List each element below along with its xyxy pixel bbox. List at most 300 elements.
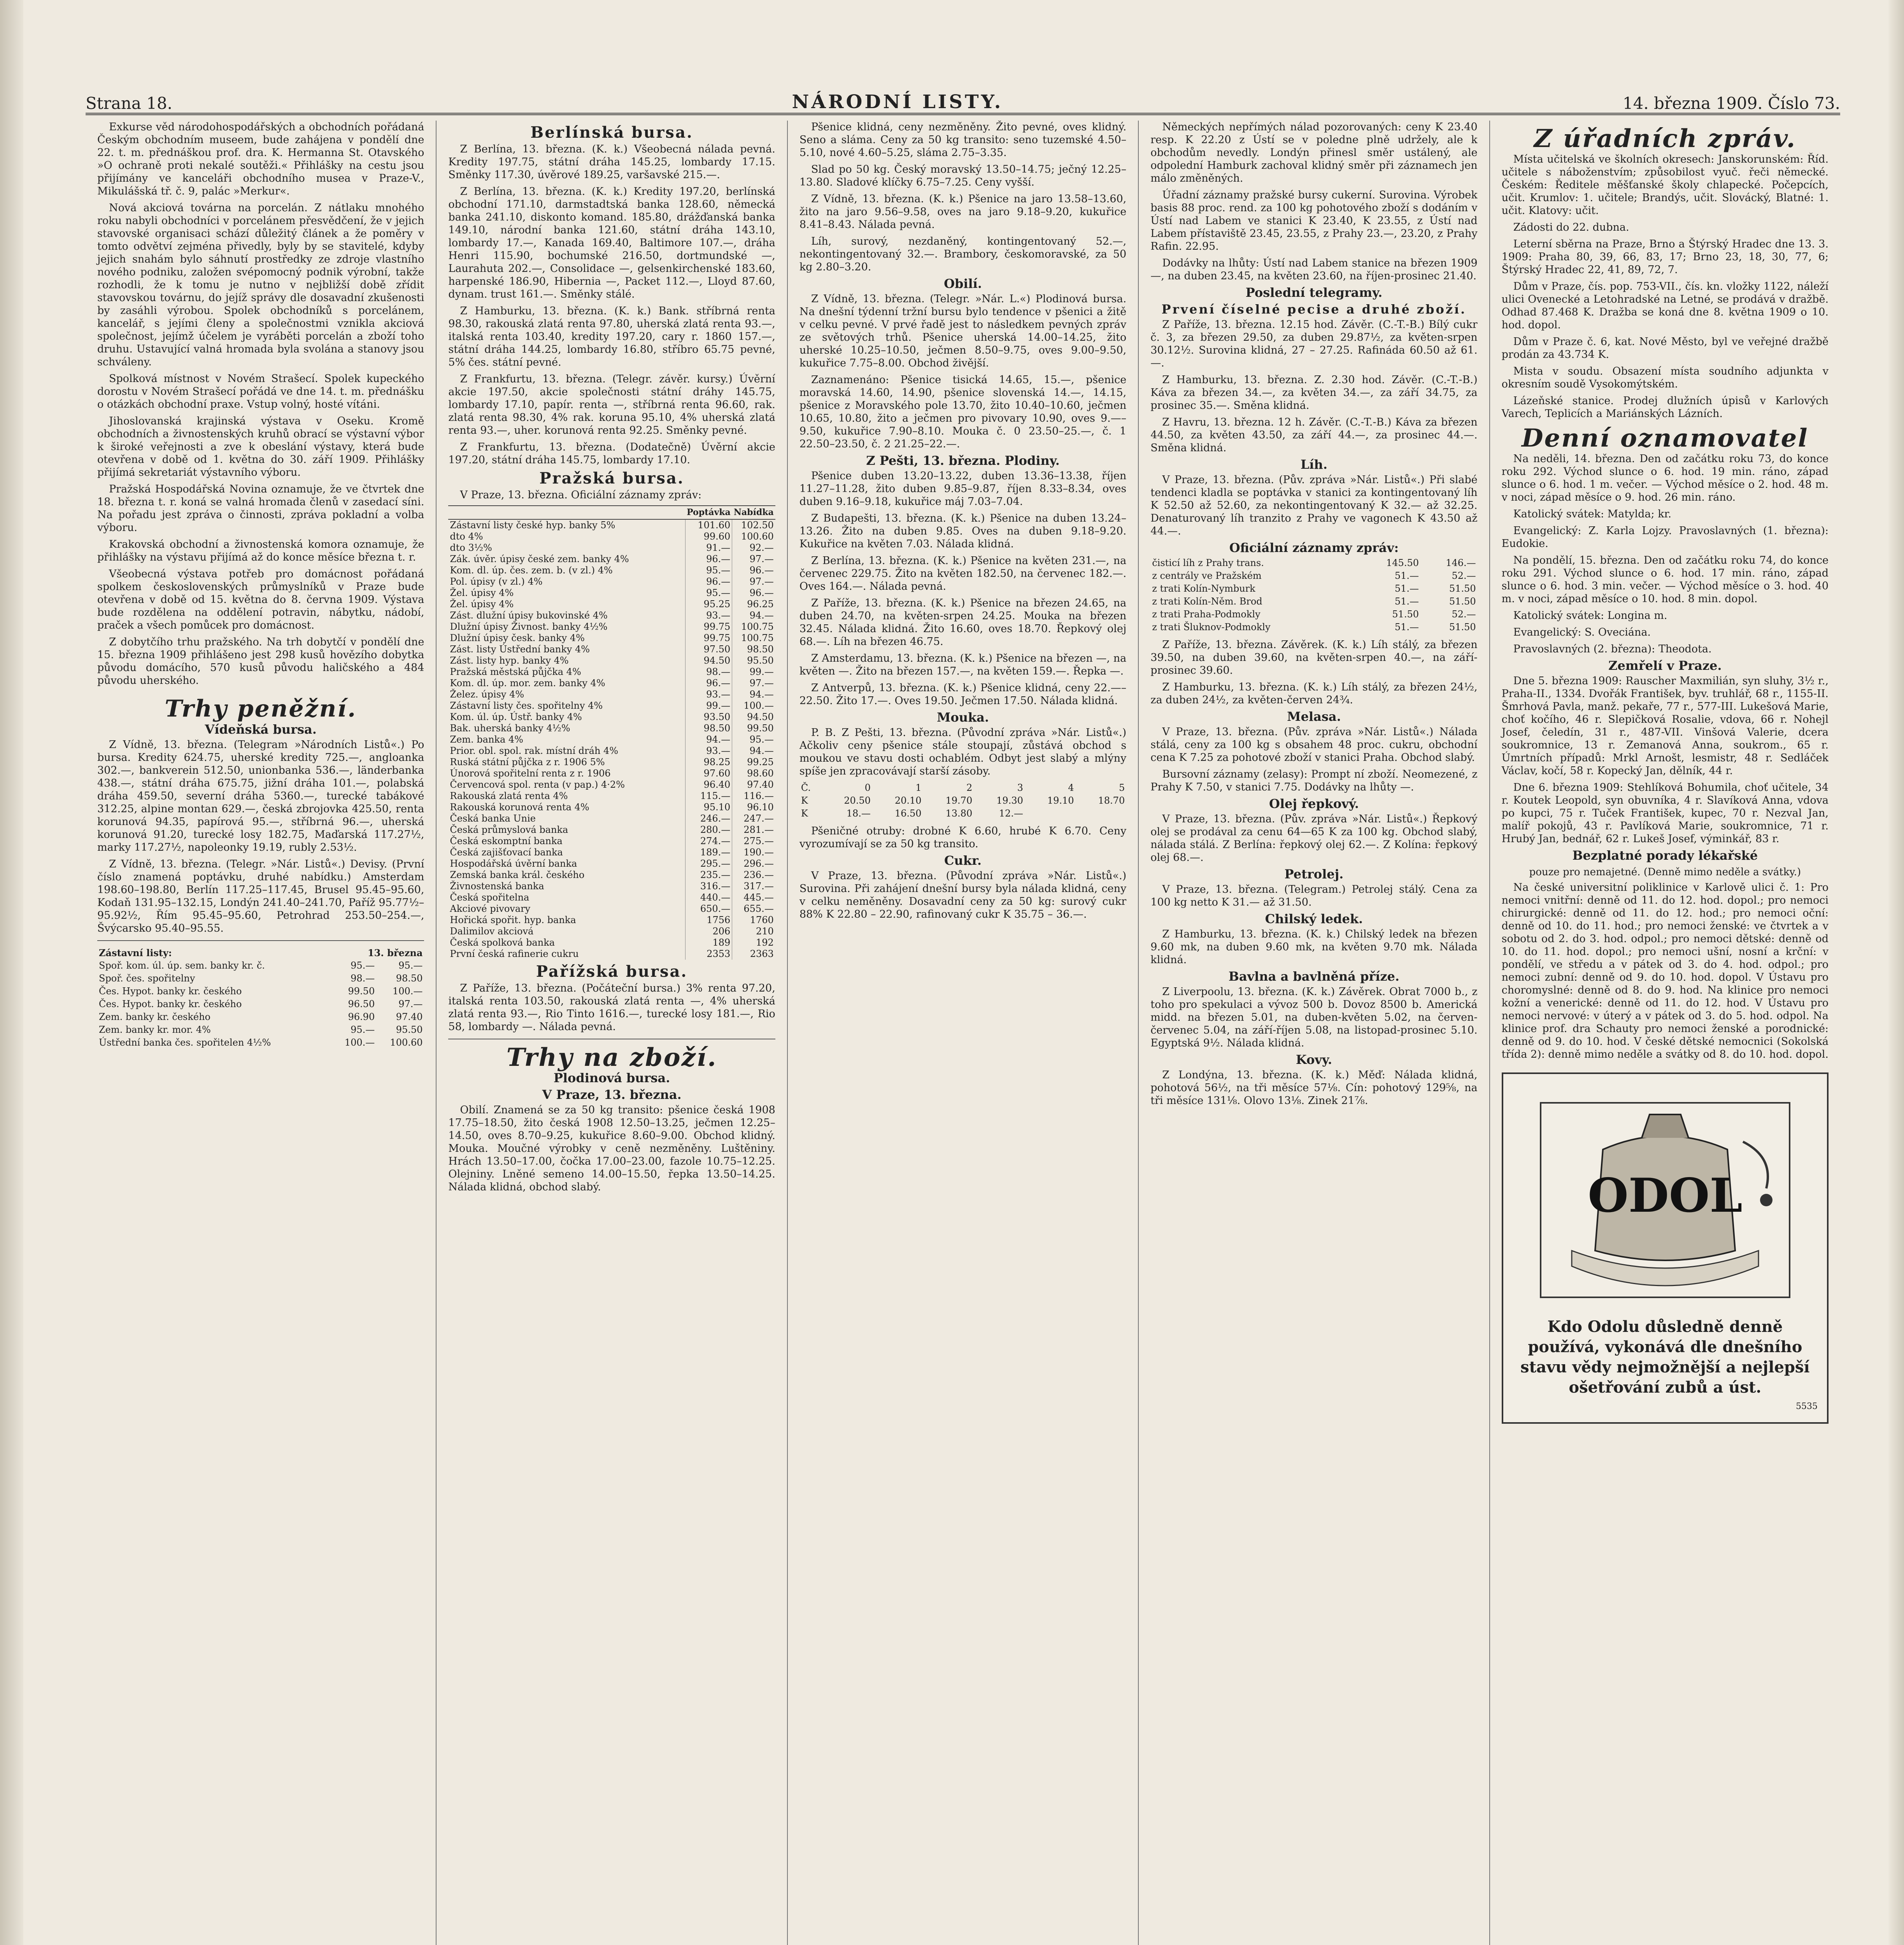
article: Dům v Praze, čís. pop. 753-VII., čís. kn. vložky 1122, náleží ulici Ovenecké a Letohradské na Letné, se prodává v dražbě. Odhad 87.468 K. Dražba se koná dne 8. května 1909 o 10. hod. dopol. <box>1501 280 1829 331</box>
table-row <box>448 599 775 610</box>
table-cell: 18.70 <box>1098 795 1125 806</box>
row-label: Dlužní úpisy česk. banky 4% <box>450 633 585 643</box>
row-value: 95.— <box>351 960 375 971</box>
article: Krakovská obchodní a živnostenská komora oznamuje, že přihlášky na výstavu přijímá až do konce měsíce března t. r. <box>97 538 424 563</box>
row-label: z centrály ve Pražském <box>1152 570 1262 581</box>
table-cell: Č. <box>801 782 811 793</box>
table-row <box>448 948 775 960</box>
row-value: 236.— <box>732 869 775 881</box>
row-value: 51.— <box>1394 596 1419 607</box>
row-value: 274.— <box>685 836 732 847</box>
table-row <box>448 926 775 937</box>
page-edge-right <box>1888 0 1904 1945</box>
row-value: 95.25 <box>685 599 732 610</box>
table-cell: 19.10 <box>1047 795 1074 806</box>
article: Slad po 50 kg. Český moravský 13.50–14.75; ječný 12.25–13.80. Sladové klíčky 6.75–7.25. Ceny vyšší. <box>799 163 1127 188</box>
article: Spolková místnost v Novém Strašecí. Spolek kupeckého dorostu v Novém Strašecí pořádá ve dne 14. t. m. přednášku o otázkách obchodní praxe. Vstup volný, hosté vítáni. <box>97 373 424 410</box>
subsection-subtitle: pouze pro nemajetné. (Denně mimo neděle a svátky.) <box>1529 866 1801 878</box>
table-row <box>448 768 775 779</box>
odol-brand-text: ODOL <box>1588 1168 1743 1223</box>
article: Úřadní záznamy pražské bursy cukerní. Surovina. Výrobek basis 88 proc. rend. za 100 kg pohotového zboží s dodáním v Ústí nad Labem ve stanici K 23.40, K 23.55, z Ústí nad Labem přístaviště 23.45, 23.55, z Prahy 23.—, 23.20, z Prahy Rafin. 22.95. <box>1150 189 1478 252</box>
column-header: Poptávka <box>685 506 732 519</box>
table-row <box>97 1023 424 1036</box>
table-row <box>448 655 775 666</box>
table-row <box>448 790 775 802</box>
row-value: 317.— <box>732 881 775 892</box>
row-label: Česká průmyslová banka <box>450 824 568 835</box>
row-value: 51.50 <box>1449 596 1476 607</box>
article: Katolický svátek: Longina m. <box>1513 610 1667 622</box>
article: Dne 6. března 1909: Stehlíková Bohumila, choť učitele, 34 r. Koutek Leopold, syn obuvníka, 4 r. Slavíková Anna, vdova po kupci, 75 r. Tuček František, kupec, 70 r. Nezval Jan, malíř pokojů, 43 r. Pavlíková Marie, soukromnice, 71 r. Hrubý Jan, bednář, 62 r. Lukeš Josef, výminkář, 83 r. <box>1501 782 1829 845</box>
row-value: 445.— <box>732 892 775 903</box>
row-label: Česká eskomptní banka <box>450 836 563 846</box>
table-row <box>448 745 775 757</box>
table-row <box>448 633 775 644</box>
subsection-title: Olej řepkový. <box>1269 796 1359 811</box>
row-value: 96.— <box>685 678 732 689</box>
row-value: 96.— <box>685 554 732 565</box>
article: Z Vídně, 13. března. (K. k.) Pšenice na jaro 13.58–13.60, žito na jaro 9.56–9.58, oves na jaro 9.18–9.20, kukuřice 8.41–8.43. Nálada pevná. <box>799 193 1127 231</box>
row-value: 295.— <box>685 858 732 869</box>
row-label: z trati Šluknov-Podmokly <box>1152 622 1271 633</box>
row-label: Rakouská korunová renta 4% <box>450 802 589 813</box>
article: Z Londýna, 13. března. (K. k.) Měď: Nálada klidná, pohotová 56½, na tři měsíce 57⅛. Cín: pohotový 129⅝, na tři měsíce 131⅛. Olovo 13⅛. Zinek 21⅞. <box>1150 1069 1478 1107</box>
row-value: 99.— <box>685 700 732 711</box>
row-value: 95.— <box>732 734 775 745</box>
subsection-title: Chilský ledek. <box>1265 911 1363 926</box>
table-row <box>1150 595 1477 608</box>
row-value: 192 <box>732 937 775 948</box>
article: Z Berlína, 13. března. (K. k.) Pšenice na květen 231.—, na červenec 229.75. Žito na květen 182.50, na červenec 182.—. Oves 164.—. Nálada pevná. <box>799 555 1127 592</box>
table-title: Oficiální záznamy zpráv: <box>1229 540 1399 555</box>
column-header <box>448 506 685 519</box>
row-label: Zem. banky kr. mor. 4% <box>99 1024 211 1035</box>
article: Z Hamburku, 13. března. (K. k.) Chilský ledek na březen 9.60 mk, na duben 9.60 mk, na květen 9.70 mk. Nálada klidná. <box>1150 928 1478 966</box>
article: V Praze, 13. března. (Původní zpráva »Nár. Listů«.) Surovina. Při zahájení dnešní bursy byla nálada klidná, ceny v celku neměněny. Dosavadní ceny za 50 kg: surový cukr 88% K 22.80 – 22.90, rafinovaný cukr K 35.75 – 36.—. <box>799 870 1127 920</box>
row-value: 96.50 <box>348 999 375 1009</box>
table-cell: 19.70 <box>945 795 973 806</box>
table-cell: 2 <box>966 782 973 793</box>
row-value: 51.— <box>1394 570 1419 581</box>
row-label: První česká rafinerie cukru <box>450 948 579 959</box>
row-value: 99.25 <box>732 757 775 768</box>
article: Bursovní záznamy (zelasy): Prompt ní zboží. Neomezené, z Prahy K 7.50, v stanici 7.75. Dodávky na lhůty —. <box>1150 768 1478 793</box>
article: V Praze, 13. března. (Telegram.) Petrolej stálý. Cena za 100 kg netto K 31.— až 31.50. <box>1150 883 1478 908</box>
row-label: Spoř. kom. úl. úp. sem. banky kr. č. <box>99 960 265 971</box>
subsection-title: Poslední telegramy. <box>1245 285 1383 300</box>
row-label: Žel. úpisy 4% <box>450 587 514 598</box>
table-row <box>448 678 775 689</box>
subsection-title: Bavlna a bavlněná příze. <box>1228 969 1400 984</box>
table-row <box>448 892 775 903</box>
row-label: Zástavní listy čes. spořitelny 4% <box>450 700 603 711</box>
column-2 <box>437 121 787 1945</box>
article: Líh, surový, nezdaněný, kontingentovaný 52.—, nekontingentovaný 32.—. Brambory, českomoravské, za 50 kg 2.80–3.20. <box>799 235 1127 273</box>
row-label: Pražská městská půjčka 4% <box>450 666 581 677</box>
article: Místa učitelská ve školních okresech: Janskorunském: Říd. učitele s náboženstvím; způsobilost vyuč. řeči německé. Českém: Ředitele měšťanské školy chlapecké. Počepcích, učit. Krumlov: 1. učitele; Brandýs, učit. Slovácký, Blatné: 1. učit. Klatovy: učit. <box>1501 153 1829 217</box>
row-label: Dlužní úpisy Živnost. banky 4½% <box>450 621 608 632</box>
table-row <box>97 985 424 998</box>
table-row <box>448 576 775 587</box>
row-value: 98.25 <box>685 757 732 768</box>
row-value: 97.40 <box>396 1011 423 1022</box>
row-value: 96.40 <box>685 779 732 790</box>
row-label: Živnostenská banka <box>450 881 544 892</box>
table-row <box>448 813 775 824</box>
row-value: 1760 <box>732 915 775 926</box>
row-value: 440.— <box>685 892 732 903</box>
row-value: 51.— <box>1394 622 1419 633</box>
table-cell: 4 <box>1068 782 1074 793</box>
article: Z Berlína, 13. března. (K. k.) Kredity 197.20, berlínská obchodní 171.10, darmstadtská banka 128.60, německá banka 241.10, diskonto komand. 185.80, drážďanská banka 149.10, národní banka 121.60, státní dráha 143.10, lombardy 17.—, Kanada 169.40, Baltimore 107.—, dráha Henri 115.90, bochumské 216.50, dortmundské —, Laurahuta 202.—, Consolidace —, gelsenkirchenské 183.60, harpenské 186.90, Hibernia —, Packet 112.—, Lloyd 87.60, dynam. trust 161.—. Směnky stálé. <box>448 186 775 300</box>
article: Z Paříže, 13. března. (Počáteční bursa.) 3% renta 97.20, italská renta 103.50, rakouská zlatá renta —, 4% uherská zlatá renta 93.—, Rio Tinto 1616.—, turecké losy 181.—, Rio 58, lombardy —. Nálada pevná. <box>448 982 775 1033</box>
row-value: 96.— <box>685 576 732 587</box>
table-row <box>448 666 775 678</box>
row-value: 97.— <box>732 554 775 565</box>
table-row <box>97 959 424 972</box>
row-value: 98.50 <box>732 644 775 655</box>
table-cell: 19.30 <box>996 795 1023 806</box>
article: Dne 5. března 1909: Rauscher Maxmilián, syn sluhy, 3½ r., Praha-II., 1334. Dvořák František, byv. truhlář, 68 r., 1155-II. Šmrhová Pavla, manž. pekaře, 77 r., 577-III. Lukešová Marie, choť kočího, 46 r. Slepičková Rosalie, vdova, 66 r. Nohejl Josef, čeledín, 31 r., 487-VII. Vinšová Valerie, dcera soukromnice, 13 r. Zemanová Anna, soukrom., 65 r. Úmrtních případů: Mrkl Arnošt, lesmistr, 48 r. Sedláček Václav, kočí, 58 r. Kopecký Jan, dělník, 44 r. <box>1501 675 1829 777</box>
row-value: 97.— <box>732 678 775 689</box>
subsection-title: Cukr. <box>944 853 982 868</box>
row-value: 316.— <box>685 881 732 892</box>
row-value: 2353 <box>685 948 732 960</box>
spirit-table <box>1150 557 1477 634</box>
article: Katolický svátek: Matylda; kr. <box>1513 508 1672 520</box>
article: Z Paříže, 13. března. Závěrek. (K. k.) Líh stálý, za březen 39.50, na duben 39.60, na květen-srpen 40.—, na září-prosinec 39.60. <box>1150 639 1478 676</box>
row-value: 51.50 <box>1392 609 1419 620</box>
issue-date: 14. března 1909. Číslo 73. <box>1622 94 1840 113</box>
row-value: 96.— <box>732 565 775 576</box>
row-value: 98.60 <box>732 768 775 779</box>
article: Všeobecná výstava potřeb pro domácnost pořádaná spolkem československých průmyslníků v Praze bude otevřena v době od 15. května do 8. června 1909. Výstava bude rozdělena na oddělení potravin, nábytku, nádobí, praček a všech pomůcek pro domácnost. <box>97 568 424 631</box>
row-label: Hospodářská úvěrní banka <box>450 858 577 869</box>
article: P. B. Z Pešti, 13. března. (Původní zpráva »Nár. Listů«.) Ačkoliv ceny pšenice stále stoupají, zůstává obchod s moukou ve stavu dosti ochablém. Odbyt jest slabý a mlýny spíše jen zpracovávají starší zásoby. <box>799 727 1127 777</box>
row-label: Ruská státní půjčka z r. 1906 5% <box>450 757 605 767</box>
page-header <box>86 85 1840 115</box>
flour-price-table <box>799 782 1126 820</box>
page-number: Strana 18. <box>86 94 173 113</box>
row-value: 650.— <box>685 903 732 915</box>
table-cell: 13.80 <box>945 808 973 819</box>
article: Z Vídně, 13. března. (Telegr. »Nár. Listů«.) Devisy. (První číslo znamená poptávku, druhé nabídku.) Amsterdam 198.60–198.80, Berlín 117.25–117.45, Brusel 95.45–95.60, Kodaň 131.95–132.15, Londýn 241.40–241.70, Paříž 95.77½–95.92½, Řím 95.45–95.60, Petrohrad 253.50–254.—, Švýcarsko 95.40–95.55. <box>97 858 424 934</box>
row-value: 100.60 <box>390 1037 423 1048</box>
row-label: Čes. Hypot. banky kr. českého <box>99 986 242 997</box>
article: Z Hamburku, 13. března. (K. k.) Bank. stříbrná renta 98.30, rakouská zlatá renta 97.80, uherská zlatá renta 93.—, italská renta 103.40, kredity 197.20, cary r. 1860 157.—, státní dráha 144.25, lombardy 16.80, stříbro 65.75 pevné, 5% čes. státní pevné. <box>448 305 775 368</box>
subsection-subtitle: Prvení číselné pecise a druhé zboží. <box>1161 302 1467 317</box>
article: V Praze, 13. března. Oficiální záznamy zpráv: <box>460 489 702 501</box>
article: Mista v soudu. Obsazení místa soudního adjunkta v okresním soudě Vysokomýtském. <box>1501 365 1829 390</box>
column-3 <box>788 121 1139 1945</box>
table-row <box>448 519 775 531</box>
article: Z Berlína, 13. března. (K. k.) Všeobecná nálada pevná. Kredity 197.75, státní dráha 145.25, lombardy 17.15. Směnky 117.30, úvěrové 189.25, varšavské 215.—. <box>448 143 775 181</box>
table-cell: 5 <box>1119 782 1125 793</box>
table-cell: 16.50 <box>894 808 922 819</box>
row-value: 95.— <box>351 1024 375 1035</box>
article: Evangelický: S. Oveciána. <box>1513 626 1651 638</box>
table-row <box>448 903 775 915</box>
section-title-prague-bourse: Pražská bursa. <box>539 469 684 487</box>
row-label: Ústřední banka čes. spořitelen 4½% <box>99 1037 271 1048</box>
table-cell: 0 <box>864 782 871 793</box>
article: V Praze, 13. března. (Pův. zpráva »Nár. Listů«.) Řepkový olej se prodával za cenu 64—65 K za 100 kg. Obchod slabý, nálada stálá. Z Berlína: řepkový olej 62.—. Z Kolína: řepkový olej 68.—. <box>1150 813 1478 864</box>
row-value: 97.— <box>732 576 775 587</box>
row-value: 51.— <box>1394 583 1419 594</box>
row-label: Zást. dlužní úpisy bukovinské 4% <box>450 610 608 621</box>
row-value: 100.— <box>732 700 775 711</box>
row-value: 190.— <box>732 847 775 858</box>
table-row <box>448 542 775 554</box>
article: V Praze, 13. března. (Pův. zpráva »Nár. Listů«.) Nálada stálá, ceny za 100 kg s obsahem 48 proc. cukru, obchodní cena K 7.25 za pohotové zboží v stanici Praha. Obchod slabý. <box>1150 726 1478 764</box>
row-value: 210 <box>732 926 775 937</box>
row-value: 235.— <box>685 869 732 881</box>
table-row <box>448 937 775 948</box>
article: Z Frankfurtu, 13. března. (Dodatečně) Úvěrní akcie 197.20, státní dráha 145.75, lombardy 17.10. <box>448 441 775 466</box>
row-value: 93.50 <box>685 711 732 723</box>
row-label: Kom. úl. úp. Ústř. banky 4% <box>450 711 582 722</box>
table-row <box>448 779 775 790</box>
article: Z Vídně, 13. března. (Telegram »Národních Listů«.) Po bursa. Kredity 624.75, uherské kredity 725.—, angloanka 302.—, bankverein 512.50, unionbanka 536.—, länderbanka 438.—, státní dráha 675.75, jižní dráha 101.—, polabská dráha 459.50, severní dráha 5360.—, turecké tabákové 312.25, alpine montan 629.—, česká zbrojovka 425.50, renta korunová 94.35, papírová 95.—, stříbrná 96.—, uherská korunová 91.20, turecké losy 182.75, Maďarská 117.27½, marky 117.27½, napoleonky 19.19, rubly 2.53½. <box>97 739 424 853</box>
row-value: 96.— <box>732 587 775 599</box>
row-label: z trati Praha-Podmokly <box>1152 609 1261 620</box>
row-value: 655.— <box>732 903 775 915</box>
row-value: 98.— <box>351 973 375 984</box>
table-row <box>448 554 775 565</box>
row-label: čisticí líh z Prahy trans. <box>1152 557 1264 568</box>
row-value: 92.— <box>732 542 775 554</box>
pledge-table <box>97 946 424 1049</box>
row-value: 99.60 <box>685 531 732 542</box>
row-value: 281.— <box>732 824 775 836</box>
row-value: 275.— <box>732 836 775 847</box>
row-label: Bak. uherská banky 4½% <box>450 723 570 734</box>
table-row <box>448 757 775 768</box>
article: Z Budapešti, 13. března. (K. k.) Pšenice na duben 13.24–13.26. Žito na duben 9.85. Oves na duben 9.18–9.20. Kukuřice na květen 7.03. Nálada klidná. <box>799 512 1127 550</box>
table-row <box>448 711 775 723</box>
section-title-commodity: Trhy na zboží. <box>506 1043 717 1072</box>
row-value: 95.— <box>685 565 732 576</box>
column-5 <box>1490 121 1840 1945</box>
article: Pšeničné otruby: drobné K 6.60, hrubé K 6.70. Ceny vyrozumívají se za 50 kg transito. <box>799 825 1127 850</box>
article: Jihoslovanská krajinská výstava v Oseku. Kromě obchodních a živnostenských kruhů obrací se výstavní výbor k široké veřejnosti a zve k obeslání výstavy, která bude otevřena v době od 1. května do 30. září 1909. Přihlášky přijímá sekretariát výstavního výboru. <box>97 415 424 478</box>
row-value: 100.— <box>344 1037 375 1048</box>
subsection-title: Petrolej. <box>1284 867 1344 881</box>
table-row <box>1150 608 1477 621</box>
row-label: Kom. dl. úp. čes. zem. b. (v zl.) 4% <box>450 565 613 576</box>
table-cell: 18.— <box>846 808 871 819</box>
row-value: 115.— <box>685 790 732 802</box>
row-value: 100.60 <box>732 531 775 542</box>
row-value: 280.— <box>685 824 732 836</box>
row-label: Rakouská zlatá renta 4% <box>450 790 568 801</box>
row-value: 102.50 <box>732 519 775 531</box>
row-label: dto 4% <box>450 531 483 542</box>
section-title-daily: Denní oznamovatel <box>1522 424 1809 453</box>
section-title-berlin: Berlínská bursa. <box>530 123 693 142</box>
row-value: 96.10 <box>732 802 775 813</box>
ad-slogan: Kdo Odolu důsledně denně používá, vykonává dle dnešního stavu vědy nejmožnější a nejlepší ošetřování zubů a úst. <box>1520 1318 1810 1397</box>
row-value: 95.10 <box>685 802 732 813</box>
row-value: 96.90 <box>348 1011 375 1022</box>
row-label: Zást. listy hyp. banky 4% <box>450 655 569 666</box>
subsection-date: V Praze, 13. března. <box>542 1087 682 1102</box>
article: Dodávky na lhůty: Ústí nad Labem stanice na březen 1909 —, na duben 23.45, na květen 23.60, na říjen-prosinec 21.40. <box>1150 257 1478 282</box>
row-value: 93.— <box>685 745 732 757</box>
row-label: Únorová spořitelní renta z r. 1906 <box>450 768 611 779</box>
table-cell <box>1076 807 1127 820</box>
row-label: Česká banka Unie <box>450 813 536 824</box>
article: Na pondělí, 15. března. Den od začátku roku 74, do konce roku 291. Východ slunce o 6. hod. 17 min. ráno, západ slunce o 6. hod. 3 min. večer. — Východ měsíce o 3. hod. 40 m. v noci, západ měsíce o 10. hod. 8 min. dopol. <box>1501 554 1829 605</box>
row-value: 98.50 <box>396 973 423 984</box>
row-value: 91.— <box>685 542 732 554</box>
subsection-title: Obilí. <box>944 276 982 291</box>
prague-bourse-table <box>448 505 775 960</box>
row-label: z trati Kolín-Něm. Brod <box>1152 596 1262 607</box>
table-row <box>1150 582 1477 595</box>
row-label: Dalimilov akciová <box>450 926 534 937</box>
subsection-title: Z Pešti, 13. března. Plodiny. <box>866 453 1060 468</box>
row-value: 51.50 <box>1449 622 1476 633</box>
table-row <box>448 644 775 655</box>
table-date: 13. března <box>367 947 423 958</box>
table-row <box>448 565 775 576</box>
table-row <box>448 734 775 745</box>
article: Z Havru, 13. března. 12 h. Závěr. (C.-T.-B.) Káva za březen 44.50, za květen 43.50, za září 44.—, za prosinec 44.—. Směna klidná. <box>1150 416 1478 454</box>
table-row <box>448 858 775 869</box>
subsection-title: Zemřelí v Praze. <box>1608 658 1722 673</box>
article: Exkurse věd národohospodářských a obchodních pořádaná Českým obchodním museem, bude zahájena v pondělí dne 22. t. m. přednáškou prof. dra. K. Hermanna St. Otavského »O ochraně proti nekalé soutěži.« Přihlášky na cestu jsou přijímány ve kanceláři obchodního musea v Praze-V., Mikulášská tř. č. 9, palác »Merkur«. <box>97 121 424 197</box>
row-value: 94.50 <box>685 655 732 666</box>
article: Z Hamburku, 13. března. (K. k.) Líh stálý, za březen 24½, za duben 24½, za květen-červen 24¾. <box>1150 681 1478 706</box>
row-value: 145.50 <box>1386 557 1419 568</box>
table-row <box>448 531 775 542</box>
table-row <box>448 700 775 711</box>
table-row <box>448 915 775 926</box>
row-label: Zem. banka 4% <box>450 734 523 745</box>
article: Z Hamburku, 13. března. Z. 2.30 hod. Závěr. (C.-T.-B.) Káva za březen 34.—, za květen 34.—, za září 34.75, za prosinec 35.—. Směna klidná. <box>1150 374 1478 412</box>
table-row <box>97 1036 424 1049</box>
article: Z Antverpů, 13. března. (K. k.) Pšenice klidná, ceny 22.—–22.50. Žito 17.—. Oves 19.50. Ječmen 17.50. Nálada klidná. <box>799 682 1127 707</box>
row-value: 96.25 <box>732 599 775 610</box>
table-row <box>97 998 424 1011</box>
row-value: 93.— <box>685 689 732 700</box>
row-label: Želez. úpisy 4% <box>450 689 524 700</box>
row-label: Pol. úpisy (v zl.) 4% <box>450 576 543 587</box>
row-value: 100.— <box>392 986 423 997</box>
row-label: Česká spořitelna <box>450 892 529 903</box>
row-value: 52.— <box>1452 609 1476 620</box>
table-cell: 20.50 <box>844 795 871 806</box>
table-row <box>97 1011 424 1023</box>
row-label: Čes. Hypot. banky kr. českého <box>99 999 242 1009</box>
row-value: 94.— <box>732 745 775 757</box>
article: Z Liverpoolu, 13. března. (K. k.) Závěrek. Obrat 7000 b., z toho pro spekulaci a vývoz 500 b. Dovoz 8500 b. Americká midd. na březen 5.01, na duben-květen 5.02, na červen-červenec 5.04, na září-říjen 5.08, na listopad-prosinec 5.10. Egyptská 9½. Nálada klidná. <box>1150 986 1478 1049</box>
row-value: 98.50 <box>685 723 732 734</box>
table-row <box>448 587 775 599</box>
subsection-title: Mouka. <box>936 710 989 725</box>
row-value: 93.— <box>685 610 732 621</box>
column-1 <box>86 121 437 1945</box>
section-title-paris: Pařížská bursa. <box>536 962 688 981</box>
article: Pravoslavných (2. března): Theodota. <box>1513 643 1712 655</box>
table-row <box>1150 557 1477 569</box>
article: Pšenice klidná, ceny nezměněny. Žito pevné, oves klidný. Seno a sláma. Ceny za 50 kg transito: seno tuzemské 4.50–5.10, nové 4.60–5.25, sláma 2.75–3.35. <box>799 121 1127 159</box>
table-cell <box>1025 807 1076 820</box>
article: Z dobytčího trhu pražského. Na trh dobytčí v pondělí dne 15. března 1909 přihlášeno jest 298 kusů hovězího dobytka původu domácího, 570 kusů původu haličského a 484 původu uherského. <box>97 636 424 687</box>
table-cell: 3 <box>1017 782 1023 793</box>
subsection-title: Líh. <box>1300 457 1327 472</box>
row-value: 100.75 <box>732 621 775 633</box>
row-value: 99.50 <box>732 723 775 734</box>
row-value: 247.— <box>732 813 775 824</box>
article: V Praze, 13. března. (Pův. zpráva »Nár. Listů«.) Při slabé tendenci kladla se poptávka v stanici za kontingentovaný líh K 52.50 až 52.60, za nekontingentovaný K 32.— až 32.25. Denaturovaný líh tranzito z Prahy ve vagonech K 43.50 až 44.—. <box>1150 474 1478 537</box>
row-value: 101.60 <box>685 519 732 531</box>
row-value: 52.— <box>1452 570 1476 581</box>
article: Pšenice duben 13.20–13.22, duben 13.36–13.38, říjen 11.27–11.28, žito duben 9.85–9.87, říjen 8.33–8.34, oves duben 9.16–9.18, kukuřice máj 7.03–7.04. <box>799 470 1127 508</box>
row-value: 94.— <box>685 734 732 745</box>
subsection-title: Plodinová bursa. <box>553 1071 670 1085</box>
row-label: Červencová spol. renta (v pap.) 4·2% <box>450 779 625 790</box>
row-label: z trati Kolín-Nymburk <box>1152 583 1255 594</box>
odol-bottle-illustration <box>1513 1083 1818 1317</box>
row-value: 206 <box>685 926 732 937</box>
table-row <box>1150 621 1477 634</box>
table-cell: 20.10 <box>894 795 922 806</box>
row-label: Česká zajišťovací banka <box>450 847 563 858</box>
row-value: 97.40 <box>732 779 775 790</box>
odol-advertisement <box>1502 1072 1829 1424</box>
row-value: 95.50 <box>396 1024 423 1035</box>
subsection-title: Melasa. <box>1287 709 1341 724</box>
table-title: Zástavní listy: <box>99 947 172 958</box>
row-value: 99.— <box>732 666 775 678</box>
row-value: 95.— <box>398 960 423 971</box>
row-label: Zemská banka král. českého <box>450 869 585 880</box>
page-edge-left <box>0 0 23 1945</box>
row-label: Hořická spořit. hyp. banka <box>450 915 576 925</box>
section-title-money-markets: Trhy peněžní. <box>165 695 357 722</box>
article: Evangelický: Z. Karla Lojzy. Pravoslavných (1. března): Eudokie. <box>1501 525 1829 550</box>
article: Leterní sběrna na Praze, Brno a Štýrský Hradec dne 13. 3. 1909: Praha 80, 39, 66, 83, 17; Brno 23, 18, 30, 77, 6; Štýrský Hradec 22, 41, 89, 72, 7. <box>1501 238 1829 276</box>
subsection-title: Kovy. <box>1296 1052 1332 1067</box>
table-row <box>97 972 424 985</box>
row-label: Zem. banky kr. českého <box>99 1011 211 1022</box>
table-cell: K <box>801 795 808 806</box>
row-value: 296.— <box>732 858 775 869</box>
table-row <box>448 847 775 858</box>
table-row <box>448 689 775 700</box>
ad-number: 5535 <box>1796 1402 1818 1411</box>
table-row <box>448 621 775 633</box>
divider <box>97 940 424 941</box>
article: Dům v Praze č. 6, kat. Nové Město, byl ve veřejné dražbě prodán za 43.734 K. <box>1501 336 1829 361</box>
article: Z Paříže, 13. března. (K. k.) Pšenice na březen 24.65, na duben 24.70, na květen-srpen 24.25. Mouka na březen 32.45. Nálada klidná. Žito 16.60, oves 18.70. Řepkový olej 68.—. Líh na březen 46.75. <box>799 597 1127 648</box>
row-value: 189 <box>685 937 732 948</box>
article: Nová akciová továrna na porcelán. Z nátlaku mnohého roku nabyli obchodníci v porcelánem přesvědčení, že v jejich stavovské organisaci schází důležitý článek a že poměry v tomto odvětví zejména přivedly, byly by se stavitelé, kdyby jejich snahám bylo sáhnutí prostředky ze zdroje vlastního nového podniku, založen svépomocný podnik výrobní, takže rozhodli, že k tomu je nutno v nejbližší době zřídit stavovskou továrnu, do jejíž správy dle dosavadní zkušenosti by zasáhli výrobou. Spolek obchodníků s porcelánem, kancelář, s jejími členy a společnostmi vznikla akciová společnost, jejímž účelem je vyráběti porcelán a zboží toho druhu. Ustavující valná hromada byla svolána a stanovy jsou schváleny. <box>97 202 424 368</box>
column-header: Nabídka <box>732 506 775 519</box>
newspaper-title: NÁRODNÍ LISTY. <box>792 91 1003 113</box>
table-row <box>448 824 775 836</box>
article: Na české universitní poliklinice v Karlově ulici č. 1: Pro nemoci vnitřní: denně od 11. do 12. hod. dopol.; pro nemoci chirurgické: denně od 11. do 12. hod.; pro nemoci oční: denně od 10. do 11. hod.; pro nemoci ženské: ve čtvrtek a v sobotu od 2. do 3. hod. odpol.; pro nemoci dětské: denně od 10. do 11. hod. dopol.; pro nemoci ušní, nosní a krční: v pondělí, ve středu a v pátek od 3. do 4. hod. odpol.; pro nemoci zubní: denně od 9. do 10. hod. dopol. V Ústavu pro choromyslné: denně od 8. do 9. hod. Na klinice pro nemoci kožní a venerické: denně od 11. do 12. hod. V Ústavu pro nemoci nervové: v úterý a v pátek od 3. do 5. hod. odpol. Na klinice prof. dra Schauty pro nemoci ženské a porodnické: denně od 9. do 10. hod. V české dětské nemocnici (Sokolská třída 2): denně mimo neděle a svátky od 8. do 10. hod. dopol. <box>1501 881 1829 1060</box>
row-value: 94.— <box>732 610 775 621</box>
row-value: 100.75 <box>732 633 775 644</box>
subsection-title: Vídeňská bursa. <box>205 722 317 737</box>
row-label: dto 3½% <box>450 542 492 553</box>
row-value: 189.— <box>685 847 732 858</box>
table-row <box>448 610 775 621</box>
table-row <box>1150 569 1477 582</box>
